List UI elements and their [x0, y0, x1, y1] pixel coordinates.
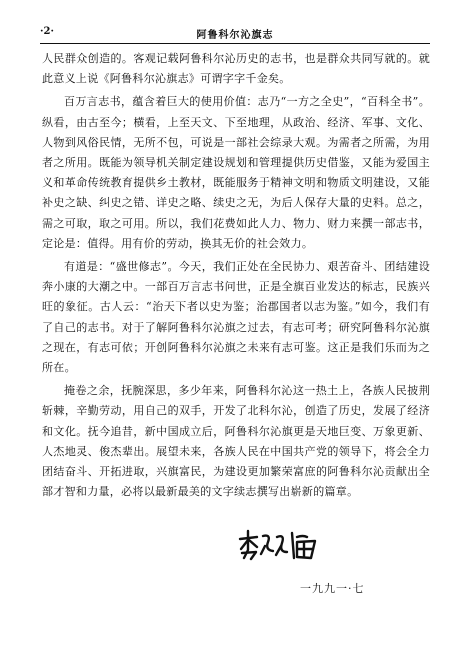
- paragraph-1: 人民群众创造的。客观记载阿鲁科尔沁历史的志书，也是群众共同写就的。就此意义上说《阿鲁科尔沁旗志》可谓字字千金矣。: [42, 52, 430, 86]
- paragraph-3: 有道是：“盛世修志”。今天，我们正处在全民协力、艰苦奋斗、团结建设奔小康的大潮之中。一部百万言志书问世，正是全旗百业发达的标志，民族兴旺的象征。古人云：“治天下者以史为鉴；治郡国者以志为鉴。”如今，我们有了自己的志书。对于了解阿鲁科尔沁旗之过去，有志可考；研究阿鲁科尔沁旗之现在，有志可依；开创阿鲁科尔沁旗之未来有志可鉴。这正是我们乐而为之所在。: [42, 260, 430, 375]
- page-header: [40, 24, 430, 42]
- page-number: ·2·: [40, 26, 54, 37]
- body-text: [42, 49, 430, 505]
- running-title: 阿鲁科尔沁旗志: [196, 30, 274, 41]
- paragraph-4: 掩卷之余，抚腕深思，多少年来，阿鲁科尔沁这一热土上，各族人民披荆斩棘，辛勤劳动，用自己的双手，开发了北科尔沁，创造了历史，发展了经济和文化。抚今追昔，新中国成立后，阿鲁科尔沁旗更是天地巨变、万象更新、人杰地灵、俊杰辈出。展望未来，各族人民在中国共产党的领导下，将会全力团结奋斗、开拓进取，兴旗富民，为建设更加繁荣富庶的阿鲁科尔沁贡献出全部才智和力量，必将以最新最美的文字续志撰写出崭新的篇章。: [42, 384, 430, 499]
- signature-scribble-icon: [237, 528, 321, 562]
- paragraph-2: 百万言志书，蕴含着巨大的使用价值：志乃“一方之全史”，“百科全书”。纵看，由古至今；横看，上至天文、下至地理，从政治、经济、军事、文化、人物到风俗民情，无所不包，可说是一部社会综录大观。为需者之所需，为用者之所用。既能为领导机关制定建设规划和管理提供历史借鉴，又能为爱国主义和革命传统教育提供乡土教材，既能服务于精神文明和物质文明建设，又能补史之缺、纠史之错、详史之略、续史之无，为后人保存大量的史料。总之，需之可取，取之可用。所以，我们花费如此人力、物力、财力来撰一部志书，定论是：值得。用有价的劳动，换其无价的社会效力。: [42, 95, 430, 250]
- handwritten-signature: [237, 528, 321, 562]
- header-rule: [40, 43, 430, 44]
- date-line: 一九九一·七: [300, 582, 365, 595]
